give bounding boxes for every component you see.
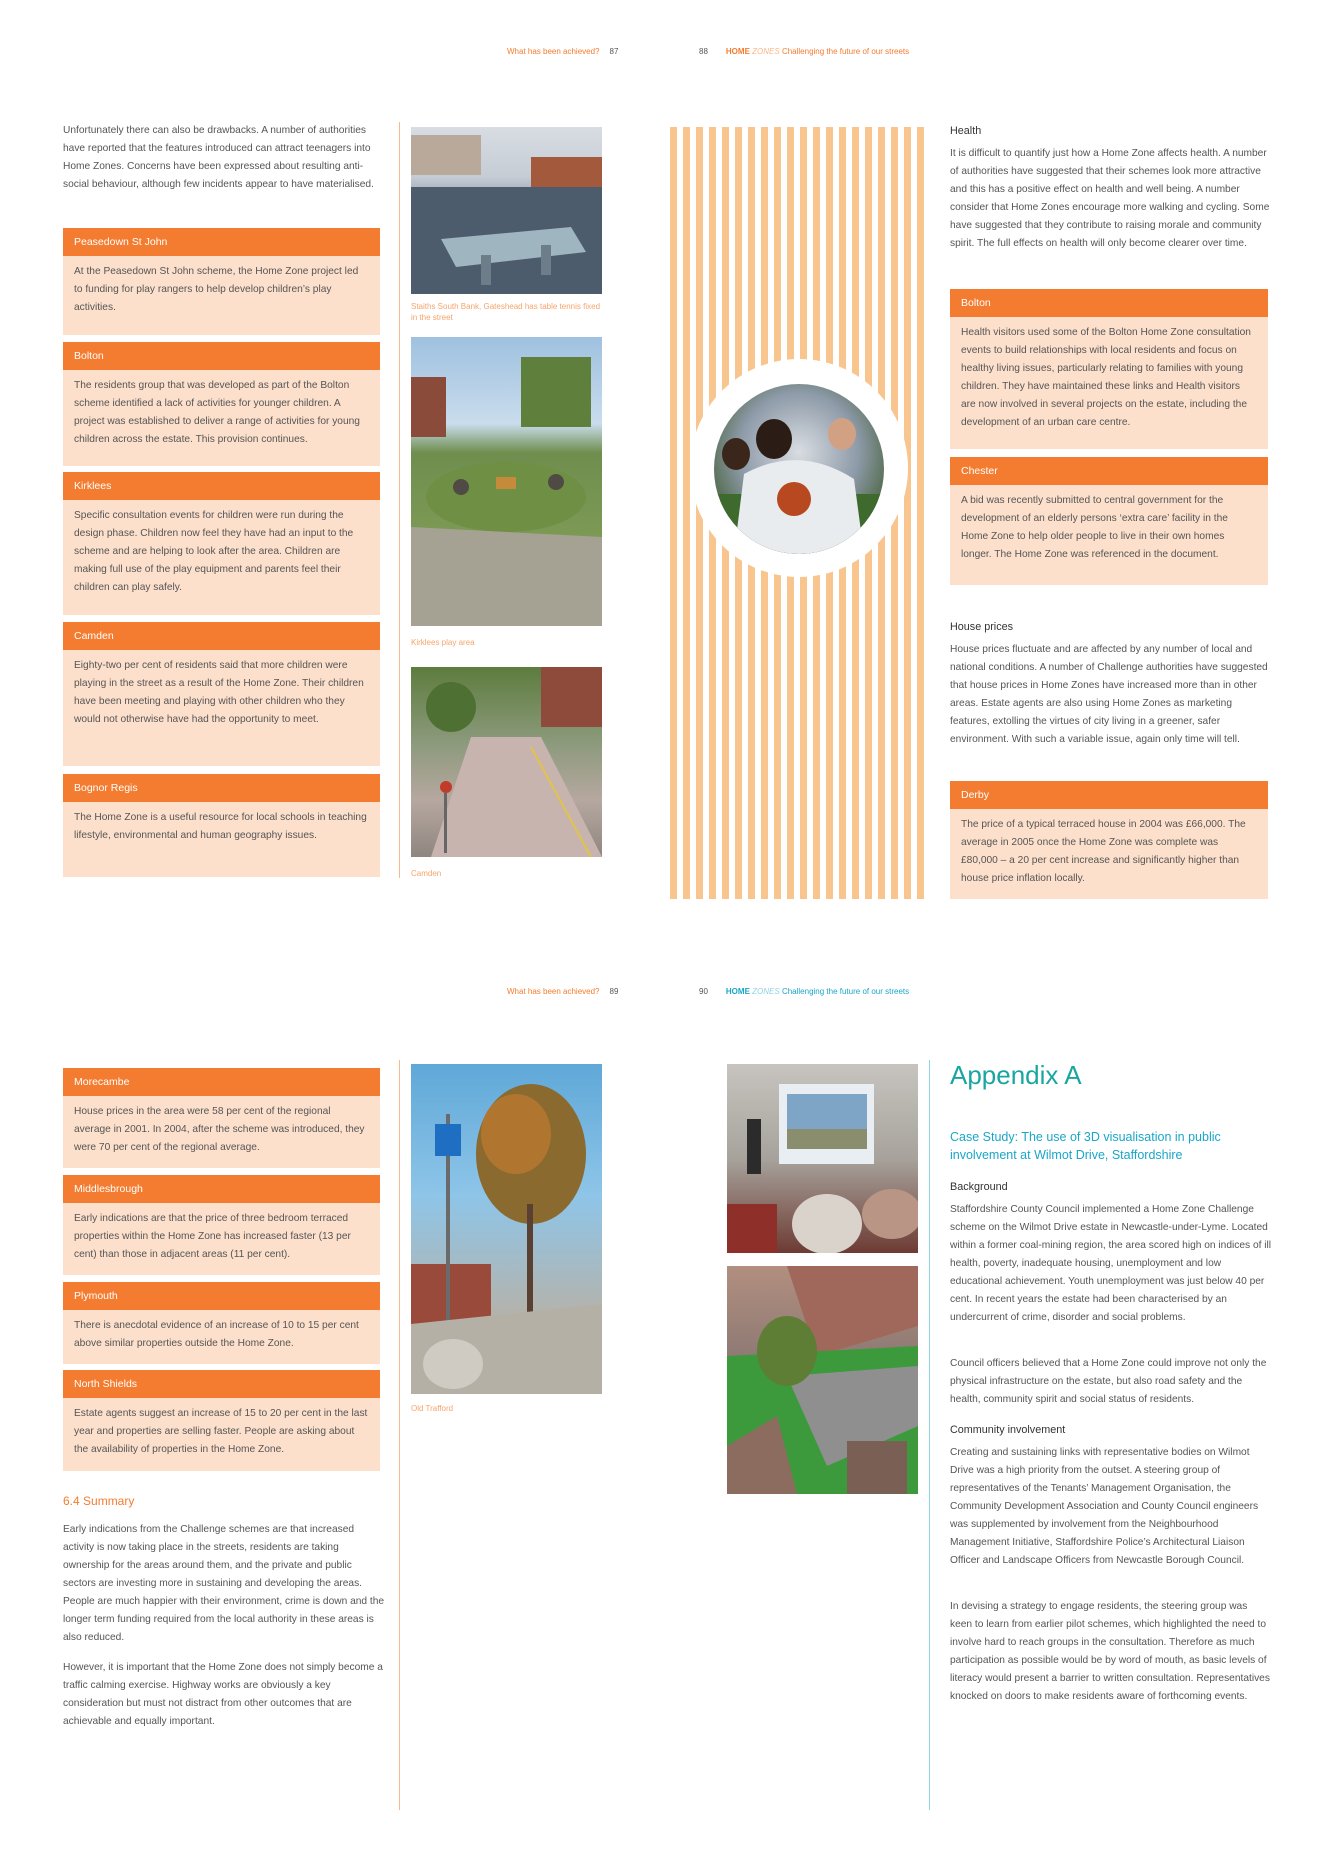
community-paragraph-1: Creating and sustaining links with representative bodies on Wilmot Drive was a high priority from the outset. A steering group of representatives of the Tenants’ Management Organisation, the Community Development Association and County Council engineers was supplemented by involvement from the Neighbourhood Management Initiative, Staffordshire Police’s Architectural Liaison Officer and Landscape Officers from Newcastle Borough Council. xyxy=(950,1447,1259,1566)
box-body: The Home Zone is a useful resource for local schools in teaching lifestyle, environmental and human geography issues. xyxy=(74,812,367,841)
box-body: The price of a typical terraced house in 2004 was £66,000. The average in 2005 once the Home Zone was complete was £80,000 – a 20 per cent increase and significantly higher than house price inflation locally. xyxy=(961,819,1246,884)
box-title: Camden xyxy=(63,622,380,650)
page-87-header xyxy=(507,47,618,56)
case-study-title: Case Study: The use of 3D visualisation in public involvement at Wilmot Drive, Staffordshire xyxy=(950,1130,1221,1162)
consultation-meeting-photo xyxy=(727,1064,918,1253)
box-title: Derby xyxy=(950,781,1268,809)
header-zones: ZONES xyxy=(752,987,780,996)
background-paragraph-2: Council officers believed that a Home Zone could improve not only the physical infrastructure on the estate, but also road safety and the health, community spirit and social status of residents. xyxy=(950,1358,1267,1405)
children-football-photo xyxy=(714,384,884,554)
box-bognor-regis xyxy=(63,774,380,877)
3d-visualisation-photo xyxy=(727,1266,918,1494)
caption-kirklees: Kirklees play area xyxy=(411,638,475,647)
header-section-title: What has been achieved? xyxy=(507,987,600,996)
header-subtitle: Challenging the future of our streets xyxy=(781,47,910,56)
table-tennis-photo xyxy=(411,127,602,294)
header-section-title: What has been achieved? xyxy=(507,47,600,56)
house-prices-heading: House prices xyxy=(950,621,1014,633)
caption-table-tennis: Staiths South Bank, Gateshead has table tennis fixed in the street xyxy=(411,302,601,322)
community-paragraph-2: In devising a strategy to engage residents, the steering group was keen to learn from earlier pilot schemes, which highlighted the need to involve hard to reach groups in the consultation. Therefore as much participation as possible would be by word of mouth, as basic levels of literacy would present a barrier to written consultation. Representatives knocked on doors to make residents aware of forthcoming events. xyxy=(950,1601,1270,1702)
page-number: 88 xyxy=(699,47,708,56)
page-number: 87 xyxy=(609,47,619,56)
box-body: A bid was recently submitted to central government for the development of an elderly persons ‘extra care’ facility in the Home Zone to help older people to live in their own homes longer. The Home Zone was referenced in the document. xyxy=(961,495,1228,560)
box-title: Kirklees xyxy=(63,472,380,500)
house-prices-paragraph: House prices fluctuate and are affected by any number of local and national conditions. A number of Challenge authorities have suggested that house prices in Home Zones have increased more than in other areas. Estate agents are also using Home Zones as marketing features, extolling the virtues of city living in a greener, safer environment. With such a variable issue, again only time will tell. xyxy=(950,644,1268,745)
column-rule xyxy=(399,1060,400,1810)
community-heading: Community involvement xyxy=(950,1424,1066,1436)
box-title: Plymouth xyxy=(63,1282,380,1310)
box-peasedown xyxy=(63,228,380,335)
health-paragraph: It is difficult to quantify just how a Home Zone affects health. A number of authorities have suggested that their schemes look more attractive and this has a positive effect on health and well being. A number consider that Home Zones encourage more walking and cycling. Some have suggested that they contribute to raising morale and community spirit. The full effects on health will only become clearer over time. xyxy=(950,148,1270,249)
box-body: Estate agents suggest an increase of 15 to 20 per cent in the last year and properties are selling faster. People are asking about the availability of properties in the Home Zone. xyxy=(74,1408,368,1455)
box-morecambe xyxy=(63,1068,380,1168)
page-90-header xyxy=(699,987,909,996)
kirklees-play-area-photo xyxy=(411,337,602,626)
box-title: Morecambe xyxy=(63,1068,380,1096)
box-body: The residents group that was developed as part of the Bolton scheme identified a lack of activities for younger children. A project was established to deliver a range of activities for young children across the estate. This provision continues. xyxy=(74,380,360,445)
box-title: Peasedown St John xyxy=(63,228,380,256)
box-bolton xyxy=(63,342,380,466)
box-derby xyxy=(950,781,1268,899)
box-title: Chester xyxy=(950,457,1268,485)
box-body: Health visitors used some of the Bolton Home Zone consultation events to build relationships with local residents and focus on healthy living issues, particularly relating to families with young children. They have maintained these links and Health visitors are now involved in several projects on the estate, including the development of an urban care centre. xyxy=(961,327,1251,428)
column-rule xyxy=(399,122,400,878)
header-home: HOME xyxy=(725,47,750,56)
box-title: Bognor Regis xyxy=(63,774,380,802)
page-number: 90 xyxy=(699,987,708,996)
box-plymouth xyxy=(63,1282,380,1364)
box-middlesbrough xyxy=(63,1175,380,1275)
background-paragraph-1: Staffordshire County Council implemented a Home Zone Challenge scheme on the Wilmot Drive estate in Newcastle-under-Lyme. Located within a former coal-mining region, the area scored high on indices of ill health, poverty, inadequate housing, unemployment and low educational achievement. Youth unemployment was just below 40 per cent. In recent years the estate had been characterised by an undercurrent of crime, disorder and social problems. xyxy=(950,1204,1272,1323)
box-body: Specific consultation events for children were run during the design phase. Children now feel they have had an input to the scheme and are helping to look after the area. Children are making full use of the play equipment and parents feel their children can play safely. xyxy=(74,510,354,593)
page-88-header xyxy=(699,47,909,56)
summary-paragraph-2: However, it is important that the Home Zone does not simply become a traffic calming exercise. Highway works are obviously a key consideration but must not distract from other outcomes that are achievable and equally important. xyxy=(63,1662,383,1727)
page-89-header xyxy=(507,987,618,996)
header-home: HOME xyxy=(725,987,750,996)
health-heading: Health xyxy=(950,125,982,137)
box-camden xyxy=(63,622,380,766)
header-zones: ZONES xyxy=(752,47,780,56)
box-body: Early indications are that the price of three bedroom terraced properties within the Home Zone has increased faster (13 per cent) than those in adjacent areas (11 per cent). xyxy=(74,1213,351,1260)
box-chester xyxy=(950,457,1268,585)
header-subtitle: Challenging the future of our streets xyxy=(781,987,910,996)
background-heading: Background xyxy=(950,1181,1008,1193)
box-title: Bolton xyxy=(950,289,1268,317)
box-body: At the Peasedown St John scheme, the Home Zone project led to funding for play rangers to help develop children’s play activities. xyxy=(74,266,359,313)
page-number: 89 xyxy=(609,987,619,996)
caption-old-trafford: Old Trafford xyxy=(411,1404,454,1413)
box-body: There is anecdotal evidence of an increase of 10 to 15 per cent above similar properties outside the Home Zone. xyxy=(74,1320,359,1349)
summary-heading: 6.4 Summary xyxy=(63,1494,135,1508)
box-title: Bolton xyxy=(63,342,380,370)
box-kirklees xyxy=(63,472,380,615)
box-north-shields xyxy=(63,1370,380,1471)
intro-paragraph: Unfortunately there can also be drawbacks. A number of authorities have reported that the features introduced can attract teenagers into Home Zones. Concerns have been expressed about resulting anti-social behaviour, although few incidents appear to have materialised. xyxy=(63,125,374,190)
box-title: Middlesbrough xyxy=(63,1175,380,1203)
column-rule-blue xyxy=(929,1060,930,1810)
old-trafford-photo xyxy=(411,1064,602,1394)
caption-camden: Camden xyxy=(411,869,442,878)
appendix-title: Appendix A xyxy=(950,1060,1082,1090)
summary-paragraph-1: Early indications from the Challenge schemes are that increased activity is now taking place in the streets, residents are taking ownership for the areas around them, and the private and public sectors are investing more in sustaining and developing the areas. People are much happier with their environment, crime is down and the longer term funding required from the local authority in these areas is also reduced. xyxy=(63,1524,385,1643)
box-title: North Shields xyxy=(63,1370,380,1398)
box-bolton-health xyxy=(950,289,1268,449)
box-body: House prices in the area were 58 per cent of the regional average in 2001. In 2004, after the scheme was introduced, they were 70 per cent of the regional average. xyxy=(74,1106,365,1153)
camden-street-photo xyxy=(411,667,602,857)
box-body: Eighty-two per cent of residents said that more children were playing in the street as a result of the Home Zone. Their children have been meeting and playing with other children who they would not otherwise have had the opportunity to meet. xyxy=(74,660,364,725)
